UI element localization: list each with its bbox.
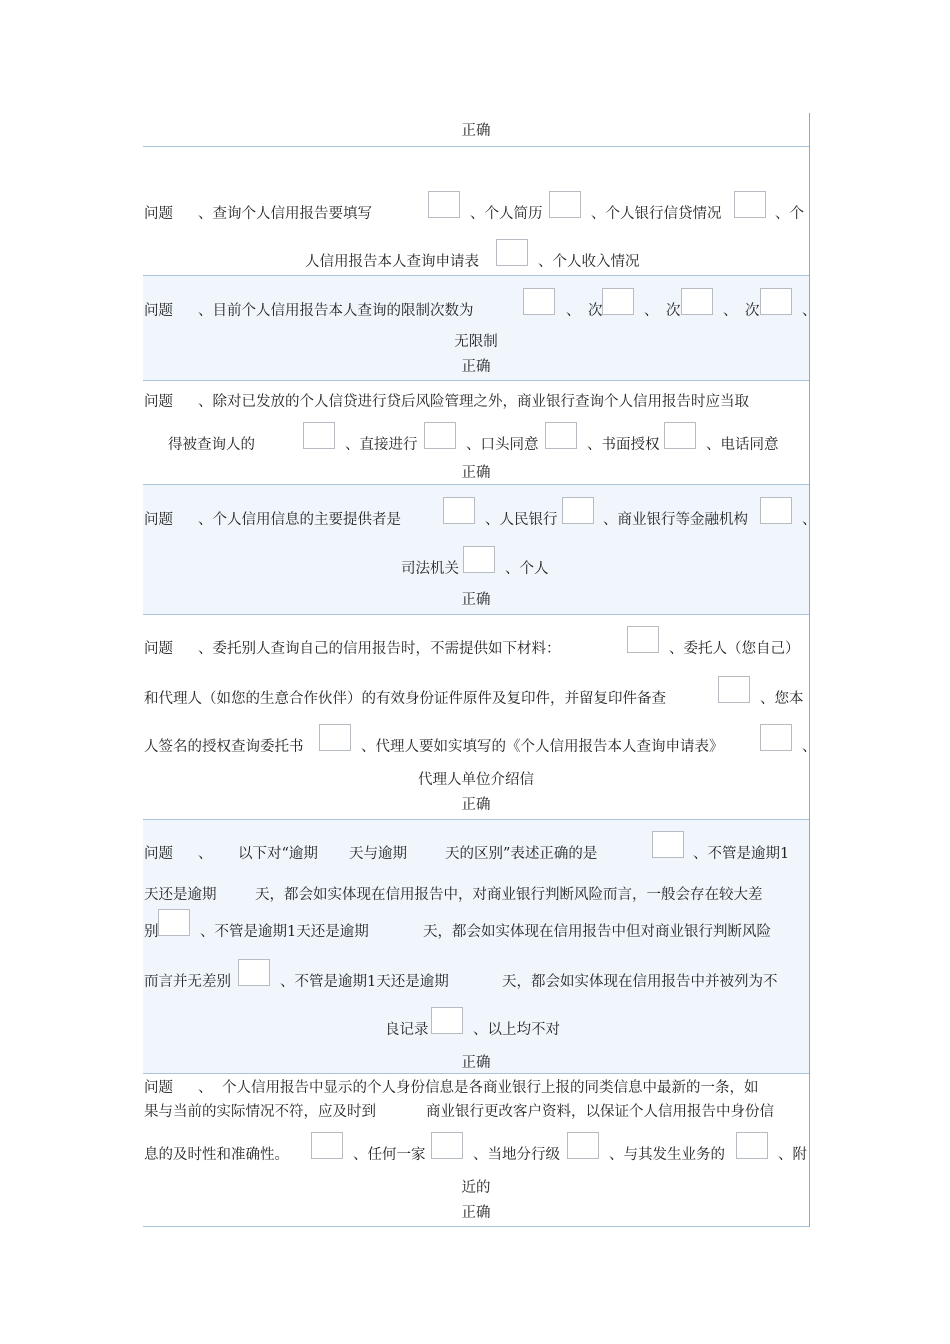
question-text: 天与逾期 <box>349 846 407 862</box>
option-text: 次 <box>745 303 760 319</box>
answer-option-checkbox[interactable] <box>443 497 475 524</box>
question-text: 得被查询人的 <box>168 437 255 453</box>
question-text: 、查询个人信用报告要填写 <box>198 206 372 222</box>
question-1 <box>143 147 809 276</box>
answer-option-checkbox[interactable] <box>319 724 351 751</box>
option-text: 、个人简历 <box>470 206 543 222</box>
answer-option-checkbox[interactable] <box>736 1132 768 1159</box>
option-text: 、代理人要如实填写的《个人信用报告本人查询申请表》 <box>361 739 724 755</box>
question-text: 果与当前的实际情况不符，应及时到 <box>144 1104 376 1120</box>
answer-option-checkbox[interactable] <box>760 497 792 524</box>
option-text: 近的 <box>461 1180 491 1196</box>
option-text: 天还是逾期 <box>144 887 217 903</box>
question-text: 、除对已发放的个人信贷进行贷后风险管理之外，商业银行查询个人信用报告时应当取 <box>198 394 749 410</box>
answer-option-checkbox[interactable] <box>681 288 713 315</box>
question-5 <box>143 615 817 820</box>
option-text: 而言并无差别 <box>144 974 231 990</box>
answer-option-checkbox[interactable] <box>431 1132 463 1159</box>
option-text: 、以上均不对 <box>473 1022 560 1038</box>
answer-option-checkbox[interactable] <box>303 422 335 449</box>
answer-option-checkbox[interactable] <box>238 959 270 986</box>
option-text: 、口头同意 <box>466 437 539 453</box>
option-text: 次 <box>588 303 603 319</box>
option-text: 、 <box>802 303 817 319</box>
question-label: 问题 <box>144 641 173 657</box>
option-text: 、电话同意 <box>706 437 779 453</box>
option-text: 天，都会如实体现在信用报告中并被列为不 <box>502 974 778 990</box>
status-correct: 正确 <box>461 1205 491 1221</box>
answer-option-checkbox[interactable] <box>428 191 460 218</box>
question-text: 息的及时性和准确性。 <box>144 1147 289 1163</box>
option-text: 、 <box>802 739 817 755</box>
option-text: 、不管是逾期1天还是逾期 <box>280 974 449 990</box>
status-correct: 正确 <box>461 465 491 481</box>
option-text: 天，都会如实体现在信用报告中但对商业银行判断风险 <box>423 924 771 940</box>
option-text: 、商业银行等金融机构 <box>603 512 748 528</box>
option-text: 、任何一家 <box>353 1147 426 1163</box>
question-label: 问题 <box>144 206 173 222</box>
answer-option-checkbox[interactable] <box>734 191 766 218</box>
question-text: 、个人信用信息的主要提供者是 <box>198 512 401 528</box>
option-text: 、直接进行 <box>345 437 418 453</box>
answer-option-checkbox[interactable] <box>311 1132 343 1159</box>
option-text: 、书面授权 <box>587 437 660 453</box>
option-text: 、不管是逾期1 <box>693 846 790 862</box>
question-text: 、 <box>198 1080 213 1096</box>
answer-option-checkbox[interactable] <box>158 909 190 936</box>
option-text: 、 <box>644 303 659 319</box>
answer-option-checkbox[interactable] <box>431 1007 463 1034</box>
option-text: 代理人单位介绍信 <box>418 772 534 788</box>
option-text: 、委托人（您自己） <box>669 641 800 657</box>
status-correct: 正确 <box>461 592 491 608</box>
question-2 <box>143 276 817 381</box>
answer-option-checkbox[interactable] <box>496 239 528 266</box>
option-text: 、个人收入情况 <box>538 254 640 270</box>
option-text: 、人民银行 <box>485 512 558 528</box>
option-text: 司法机关 <box>401 561 459 577</box>
question-label: 问题 <box>144 394 173 410</box>
question-6 <box>143 820 809 1074</box>
question-text: 商业银行更改客户资料，以保证个人信用报告中身份信 <box>426 1104 774 1120</box>
status-correct: 正确 <box>461 797 491 813</box>
option-text: 、 <box>802 512 817 528</box>
status-correct: 正确 <box>461 123 491 139</box>
answer-option-checkbox[interactable] <box>602 288 634 315</box>
option-text: 、不管是逾期1天还是逾期 <box>200 924 369 940</box>
answer-option-checkbox[interactable] <box>664 422 696 449</box>
question-result-0 <box>143 113 809 147</box>
quiz-form <box>143 113 817 1227</box>
option-text: 、您本 <box>760 691 804 707</box>
answer-option-checkbox[interactable] <box>652 831 684 858</box>
answer-option-checkbox[interactable] <box>562 497 594 524</box>
option-text: 天，都会如实体现在信用报告中，对商业银行判断风险而言，一般会存在较大差 <box>255 887 763 903</box>
question-label: 问题 <box>144 512 173 528</box>
answer-option-checkbox[interactable] <box>549 191 581 218</box>
option-text: 和代理人（如您的生意合作伙伴）的有效身份证件原件及复印件，并留复印件备查 <box>144 691 666 707</box>
question-text: 天的区别”表述正确的是 <box>445 846 598 862</box>
option-text: 、 <box>566 303 581 319</box>
status-correct: 正确 <box>461 359 491 375</box>
question-7 <box>143 1074 809 1227</box>
answer-option-checkbox[interactable] <box>627 626 659 653</box>
option-text: 、附 <box>778 1147 807 1163</box>
question-label: 问题 <box>144 846 173 862</box>
option-text: 良记录 <box>385 1022 429 1038</box>
answer-option-checkbox[interactable] <box>760 288 792 315</box>
option-text: 、与其发生业务的 <box>609 1147 725 1163</box>
option-text: 别 <box>144 924 159 940</box>
answer-option-checkbox[interactable] <box>718 676 750 703</box>
question-text: 、 <box>198 846 213 862</box>
option-text: 、个人 <box>505 561 549 577</box>
option-text: 无限制 <box>454 334 498 350</box>
option-text: 、个人银行信贷情况 <box>591 206 722 222</box>
status-correct: 正确 <box>461 1055 491 1071</box>
option-text: 人签名的授权查询委托书 <box>144 739 304 755</box>
answer-option-checkbox[interactable] <box>545 422 577 449</box>
option-text: 、个 <box>775 206 804 222</box>
question-4 <box>143 485 817 615</box>
question-3 <box>143 381 809 485</box>
question-text: 、委托别人查询自己的信用报告时，不需提供如下材料： <box>198 641 561 657</box>
question-text: 个人信用报告中显示的个人身份信息是各商业银行上报的同类信息中最新的一条，如 <box>222 1080 759 1096</box>
option-text: 人信用报告本人查询申请表 <box>305 254 479 270</box>
answer-option-checkbox[interactable] <box>424 422 456 449</box>
answer-option-checkbox[interactable] <box>463 546 495 573</box>
answer-option-checkbox[interactable] <box>760 724 792 751</box>
question-text: 、目前个人信用报告本人查询的限制次数为 <box>198 303 474 319</box>
option-text: 、 <box>723 303 738 319</box>
option-text: 、当地分行级 <box>473 1147 560 1163</box>
question-label: 问题 <box>144 1080 173 1096</box>
answer-option-checkbox[interactable] <box>523 288 555 315</box>
question-text: 以下对“逾期 <box>238 846 318 862</box>
answer-option-checkbox[interactable] <box>567 1132 599 1159</box>
question-label: 问题 <box>144 303 173 319</box>
option-text: 次 <box>666 303 681 319</box>
